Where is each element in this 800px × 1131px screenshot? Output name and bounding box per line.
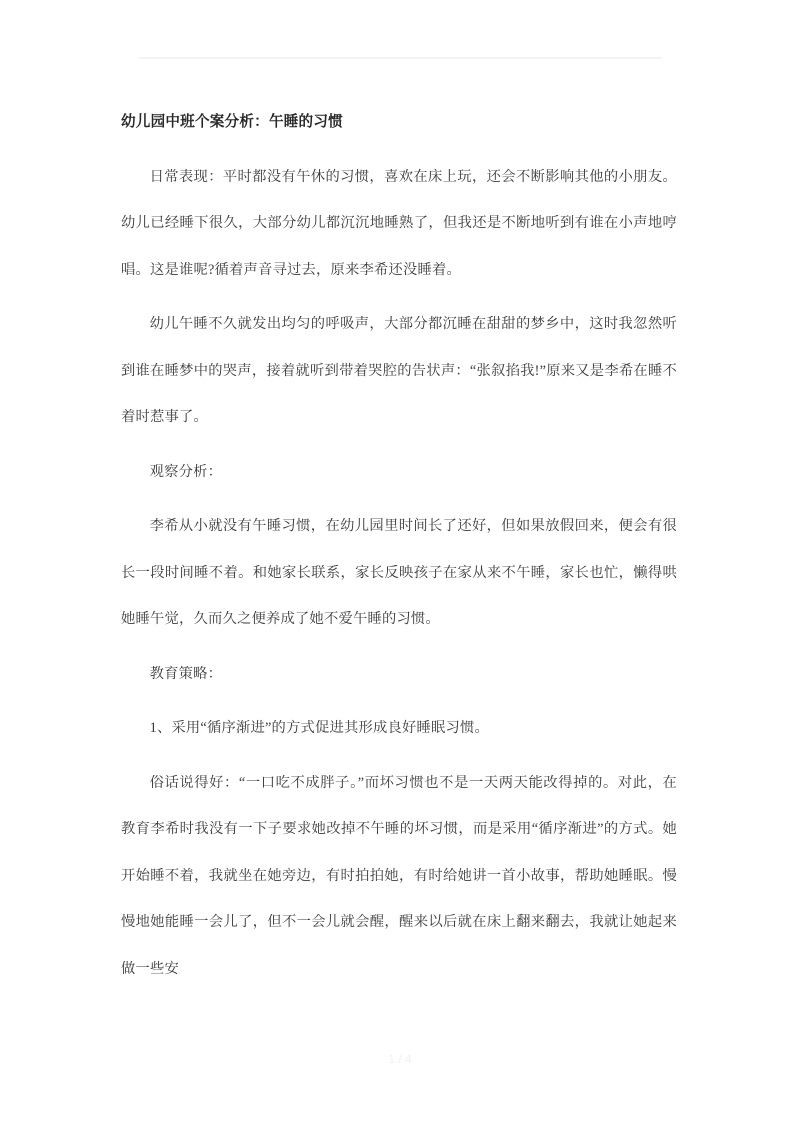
paragraph: 1、采用“循序渐进”的方式促进其形成良好睡眠习惯。 [149,720,489,736]
paragraph: 日常表现：平时都没有午休的习惯，喜欢在床上玩，还会不断影响其他的小朋友。幼儿已经睡下很久，大部分幼儿都沉沉地睡熟了，但我还是不断地听到有谁在小声地哼唱。这是谁呢?循着声音寻过去，原来李希还没睡着。 [121,168,677,278]
paragraph: 幼儿午睡不久就发出均匀的呼吸声，大部分都沉睡在甜甜的梦乡中，这时我忽然听到谁在睡梦中的哭声，接着就听到带着哭腔的告状声：“张叙掐我!”原来又是李希在睡不着时惹事了。 [121,316,677,425]
document-body [121,99,677,1000]
page-indicator: 1 / 4 [388,1052,412,1066]
paragraph: 李希从小就没有午睡习惯，在幼儿园里时间长了还好，但如果放假回来，便会有很长一段时间睡不着。和她家长联系，家长反映孩子在家从来不午睡，家长也忙，懒得哄她睡午觉，久而久之便养成了她不爱午睡的习惯。 [121,518,677,627]
page-top-divider [139,57,662,59]
paragraph: 俗话说得好：“一口吃不成胖子。”而坏习惯也不是一天两天能改得掉的。对此，在教育李希时我没有一下子要求她改掉不午睡的坏习惯，而是采用“循序渐进”的方式。她开始睡不着，我就坐在她旁边，有时拍拍她，有时给她讲一首小故事，帮助她睡眠。慢慢地她能睡一会儿了，但不一会儿就会醒，醒来以后就在床上翻来翻去，我就让她起来做一些安 [121,774,677,977]
paragraph: 教育策略： [149,665,223,682]
paragraph: 观察分析： [149,463,223,480]
document-title: 幼儿园中班个案分析：午睡的习惯 [121,114,343,130]
page-footer [0,1050,800,1068]
